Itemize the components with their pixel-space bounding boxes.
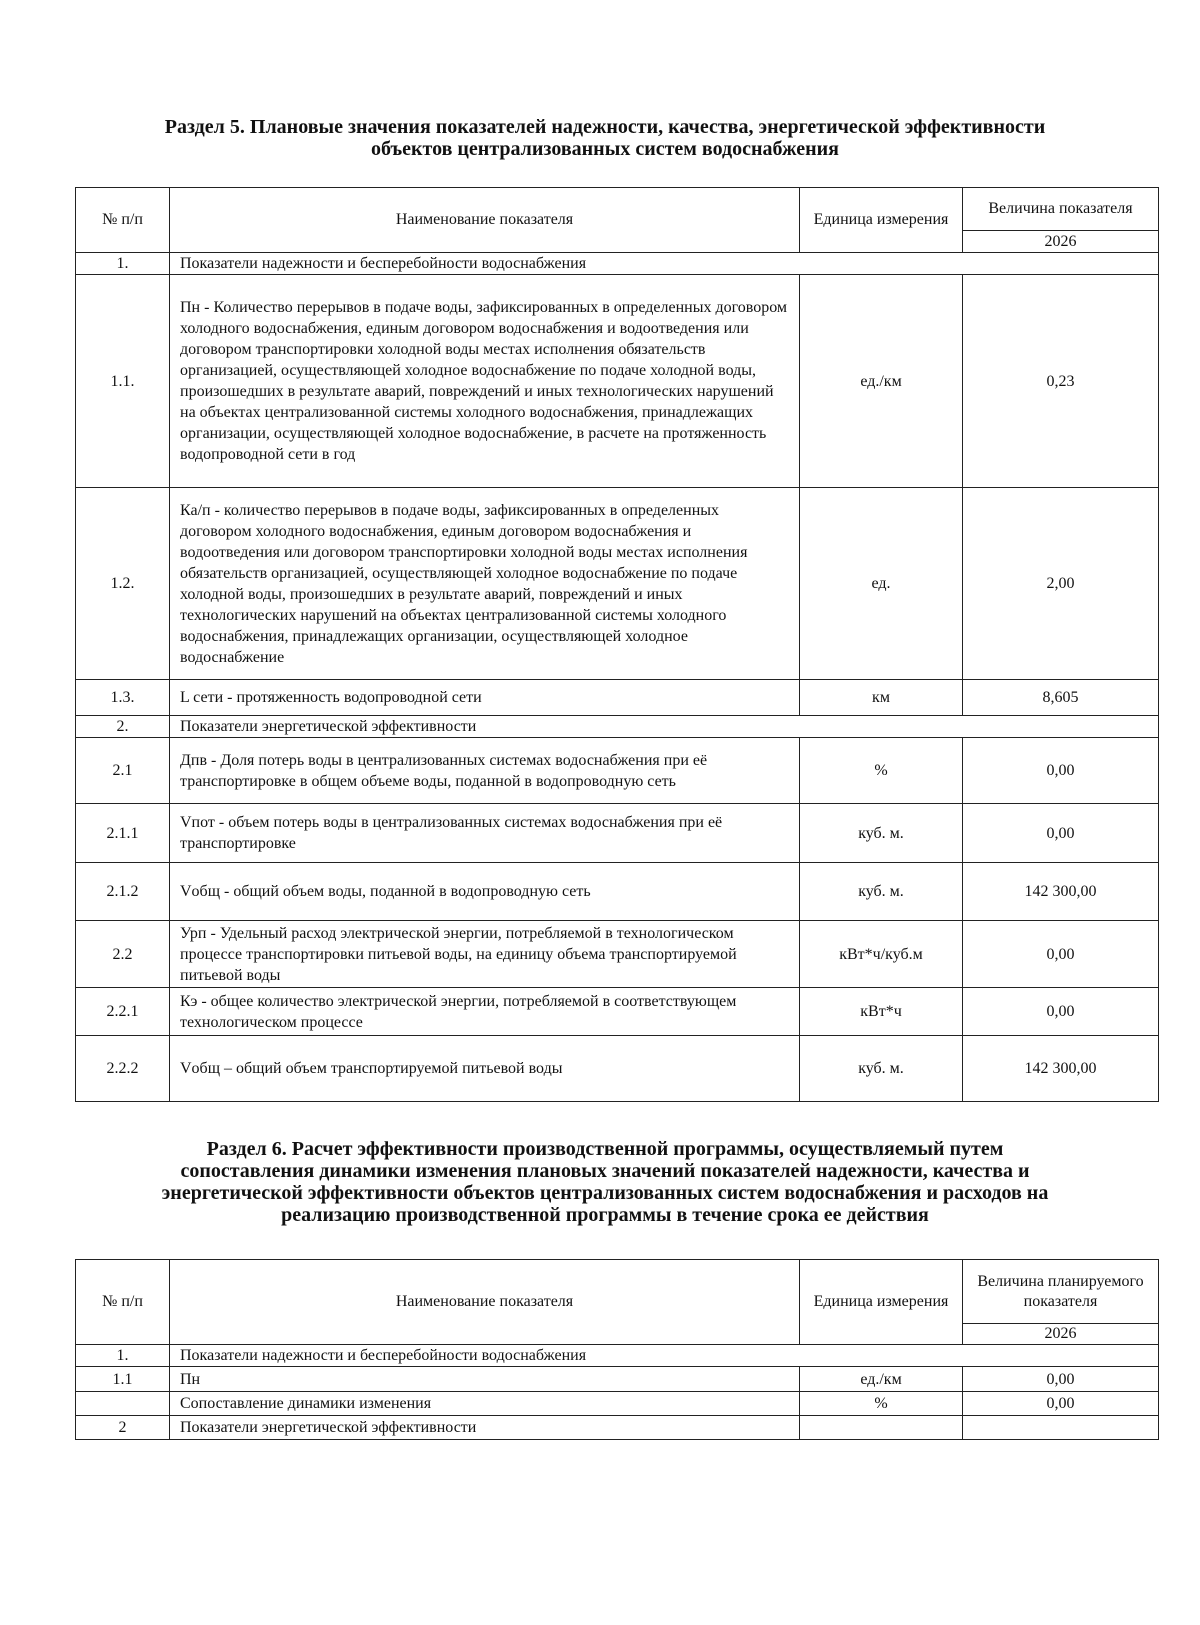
section6-table	[75, 1259, 1159, 1440]
row-num: 1.1.	[76, 275, 170, 488]
table-row	[76, 1367, 1159, 1392]
row-unit: ед.	[800, 488, 963, 680]
table-row	[76, 1036, 1159, 1102]
row-value: 8,605	[963, 680, 1159, 716]
row-name: Сопоставление динамики изменения	[170, 1392, 800, 1416]
row-unit: %	[800, 738, 963, 804]
table-row	[76, 275, 1159, 488]
row-unit: ед./км	[800, 1367, 963, 1392]
row-num: 1.	[76, 1345, 170, 1367]
row-value: 0,00	[963, 738, 1159, 804]
header-num: № п/п	[76, 1260, 170, 1345]
table-row	[76, 1392, 1159, 1416]
section5-title: Раздел 5. Плановые значения показателей надежности, качества, энергетической эффективности объектов централизованных систем водоснабжения	[164, 116, 1046, 160]
row-name: Урп - Удельный расход электрической энергии, потребляемой в технологическом процессе транспортировки питьевой воды, на единицу объема транспортируемой питьевой воды	[170, 921, 800, 988]
row-value: 0,00	[963, 988, 1159, 1036]
row-unit: куб. м.	[800, 804, 963, 863]
table-row	[76, 738, 1159, 804]
row-unit: кВт*ч/куб.м	[800, 921, 963, 988]
section5-table	[75, 187, 1159, 1102]
row-name: Кэ - общее количество электрической энергии, потребляемой в соответствующем технологическом процессе	[170, 988, 800, 1036]
row-name: Показатели энергетической эффективности	[170, 1416, 800, 1440]
row-num: 2.2.2	[76, 1036, 170, 1102]
row-num: 1.2.	[76, 488, 170, 680]
row-unit: куб. м.	[800, 1036, 963, 1102]
header-unit: Единица измерения	[800, 188, 963, 253]
table-row	[76, 1416, 1159, 1440]
row-unit	[800, 1416, 963, 1440]
row-name: Пн	[170, 1367, 800, 1392]
table-row	[76, 804, 1159, 863]
table-row	[76, 680, 1159, 716]
section6-title: Раздел 6. Расчет эффективности производственной программы, осуществляемый путем сопоставления динамики изменения плановых значений показателей надежности, качества и энергетической эффективности объектов централизованных систем водоснабжения и расходов на реализацию производственной программы в течение срока ее действия	[161, 1138, 1049, 1226]
row-value: 0,00	[963, 921, 1159, 988]
row-name: Vобщ – общий объем транспортируемой питьевой воды	[170, 1036, 800, 1102]
table-header-row	[76, 188, 1159, 231]
row-name: Ка/п - количество перерывов в подаче воды, зафиксированных в определенных договором холодного водоснабжения, единым договором водоснабжения и водоотведения или договором транспортировки холодной воды местах исполнения обязательств организацией, осуществляющей холодное водоснабжение по подаче холодной воды, произошедших в результате аварий, повреждений и иных технологических нарушений на объектах централизованной системы холодного водоснабжения, принадлежащих организации, осуществляющей холодное водоснабжение	[170, 488, 800, 680]
header-value: Величина планируемого показателя	[963, 1260, 1159, 1324]
row-unit: ед./км	[800, 275, 963, 488]
row-value: 0,00	[963, 1392, 1159, 1416]
row-value: 0,23	[963, 275, 1159, 488]
header-year: 2026	[963, 231, 1159, 253]
table-row	[76, 988, 1159, 1036]
row-num: 2.1.1	[76, 804, 170, 863]
row-value: 142 300,00	[963, 863, 1159, 921]
row-num: 2.2.1	[76, 988, 170, 1036]
header-num: № п/п	[76, 188, 170, 253]
row-num: 2.	[76, 716, 170, 738]
row-name: Vобщ - общий объем воды, поданной в водопроводную сеть	[170, 863, 800, 921]
row-value: 0,00	[963, 1367, 1159, 1392]
row-num: 2.1	[76, 738, 170, 804]
header-value: Величина показателя	[963, 188, 1159, 231]
row-num: 1.3.	[76, 680, 170, 716]
row-name: Пн - Количество перерывов в подаче воды, зафиксированных в определенных договором холодного водоснабжения, единым договором водоснабжения и водоотведения или договором транспортировки холодной воды местах исполнения обязательств организацией, осуществляющей холодное водоснабжение по подаче холодной воды, произошедших в результате аварий, повреждений и иных технологических нарушений на объектах централизованной системы холодного водоснабжения, принадлежащих организации, осуществляющей холодное водоснабжение, в расчете на протяженность водопроводной сети в год	[170, 275, 800, 488]
row-name: Показатели надежности и бесперебойности водоснабжения	[170, 1345, 1159, 1367]
header-year: 2026	[963, 1324, 1159, 1345]
row-unit: кВт*ч	[800, 988, 963, 1036]
header-unit: Единица измерения	[800, 1260, 963, 1345]
row-name: Показатели энергетической эффективности	[170, 716, 1159, 738]
row-value: 0,00	[963, 804, 1159, 863]
row-unit: куб. м.	[800, 863, 963, 921]
row-num: 1.1	[76, 1367, 170, 1392]
row-num: 2.1.2	[76, 863, 170, 921]
table-row	[76, 921, 1159, 988]
table-row	[76, 1345, 1159, 1367]
row-unit: %	[800, 1392, 963, 1416]
row-value: 142 300,00	[963, 1036, 1159, 1102]
header-name: Наименование показателя	[170, 1260, 800, 1345]
table-row	[76, 488, 1159, 680]
row-num	[76, 1392, 170, 1416]
table-row	[76, 716, 1159, 738]
table-header-row	[76, 1260, 1159, 1324]
row-num: 2	[76, 1416, 170, 1440]
row-name: L сети - протяженность водопроводной сети	[170, 680, 800, 716]
row-name: Показатели надежности и бесперебойности водоснабжения	[170, 253, 1159, 275]
row-value: 2,00	[963, 488, 1159, 680]
row-num: 2.2	[76, 921, 170, 988]
row-name: Vпот - объем потерь воды в централизованных системах водоснабжения при её транспортировке	[170, 804, 800, 863]
table-row	[76, 253, 1159, 275]
row-num: 1.	[76, 253, 170, 275]
row-name: Дпв - Доля потерь воды в централизованных системах водоснабжения при её транспортировке в общем объеме воды, поданной в водопроводную сеть	[170, 738, 800, 804]
row-unit: км	[800, 680, 963, 716]
header-name: Наименование показателя	[170, 188, 800, 253]
row-value	[963, 1416, 1159, 1440]
table-row	[76, 863, 1159, 921]
